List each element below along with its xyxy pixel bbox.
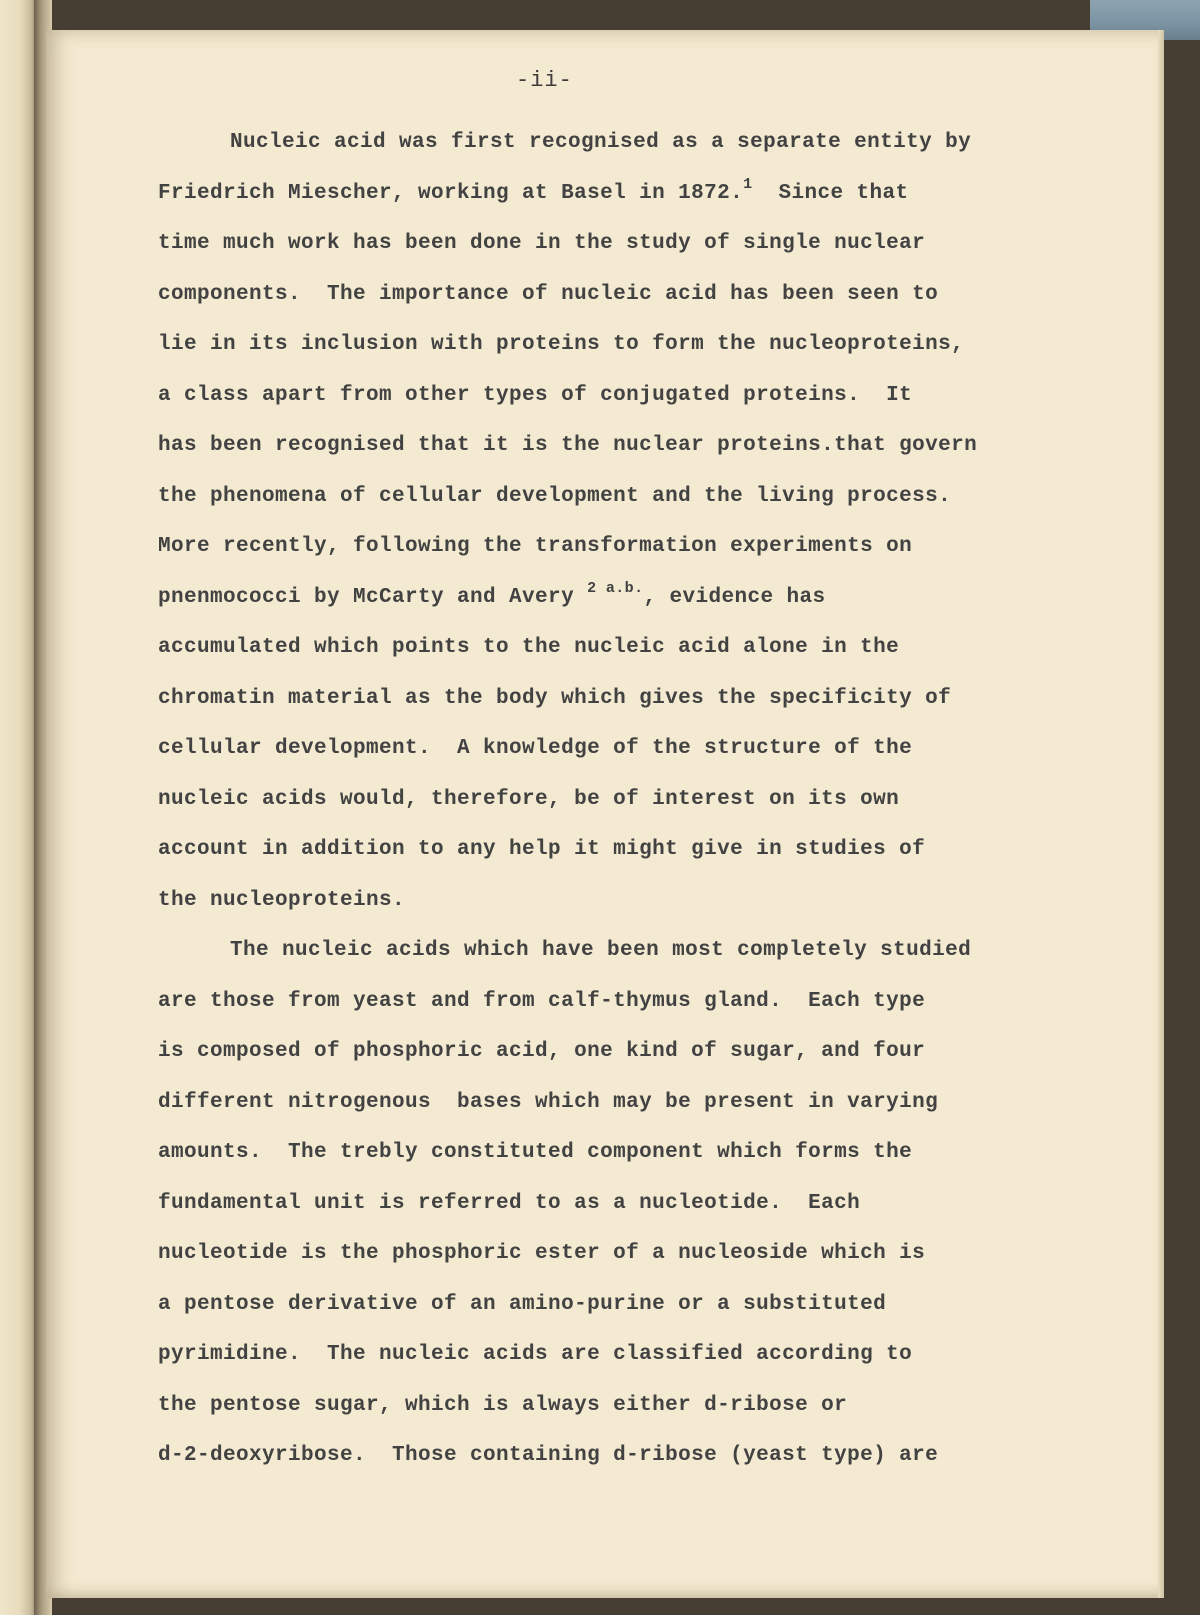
text-line-content: is composed of phosphoric acid, one kind of sugar, and four [158, 1040, 926, 1063]
text-line-content: different nitrogenous bases which may be present in varying [158, 1090, 939, 1114]
text-line-continuation: , evidence has [643, 585, 826, 609]
reference-superscript: 1 [743, 175, 753, 193]
text-line-content: cellular development. A knowledge of the structure of the [158, 737, 913, 760]
text-line-continuation: Since that [752, 181, 909, 205]
text-line-content: the phenomena of cellular development and the living process. [158, 484, 952, 508]
text-line [158, 876, 1158, 927]
page-right-edge [1158, 30, 1164, 1598]
text-line-content: the nucleoproteins. [158, 888, 406, 912]
text-line-content: components. The importance of nucleic acid has been seen to [158, 282, 939, 306]
text-line [158, 724, 1158, 775]
text-line-content: The nucleic acids which have been most completely studied [230, 939, 972, 962]
text-line-content: amounts. The trebly constituted component which forms the [158, 1141, 913, 1164]
text-line [158, 1229, 1158, 1280]
text-line [158, 371, 1158, 422]
text-line [158, 926, 1158, 977]
text-line [158, 522, 1158, 573]
text-line [158, 472, 1158, 523]
text-line [158, 1179, 1158, 1230]
text-line-content: Friedrich Miescher, working at Basel in 1872. [158, 181, 744, 205]
text-line [158, 775, 1158, 826]
text-line-content: d-2-deoxyribose. Those containing d-ribose (yeast type) are [158, 1444, 939, 1467]
text-line [158, 1431, 1158, 1482]
text-line [158, 825, 1158, 876]
text-line-content: pnenmococci by McCarty and Avery [158, 585, 588, 609]
text-line [158, 118, 1158, 169]
text-line-content: nucleotide is the phosphoric ester of a nucleoside which is [158, 1242, 926, 1265]
text-line [158, 1330, 1158, 1381]
text-line [158, 169, 1158, 220]
text-line [158, 421, 1158, 472]
text-line-content: chromatin material as the body which gives the specificity of [158, 686, 952, 710]
text-line [158, 219, 1158, 270]
text-line-content: the pentose sugar, which is always either d-ribose or [158, 1393, 848, 1417]
text-line [158, 1078, 1158, 1129]
text-line [158, 1381, 1158, 1432]
text-line [158, 674, 1158, 725]
text-line-content: accumulated which points to the nucleic acid alone in the [158, 636, 900, 659]
text-line [158, 1027, 1158, 1078]
text-line-content: are those from yeast and from calf-thymus gland. Each type [158, 989, 926, 1013]
text-line [158, 573, 1158, 624]
text-line-content: a class apart from other types of conjugated proteins. It [158, 383, 913, 407]
page-body-text [158, 118, 1158, 1482]
text-line-content: fundamental unit is referred to as a nucleotide. Each [158, 1191, 861, 1215]
typed-page [46, 30, 1164, 1598]
text-line-content: More recently, following the transformation experiments on [158, 535, 913, 558]
text-line-content: time much work has been done in the study of single nuclear [158, 232, 926, 255]
text-line-content: account in addition to any help it might give in studies of [158, 838, 926, 861]
text-line-content: Nucleic acid was first recognised as a separate entity by [230, 131, 972, 154]
text-line-content: a pentose derivative of an amino-purine or a substituted [158, 1292, 887, 1316]
page-number: -ii- [516, 68, 573, 93]
reference-superscript: 2 a.b. [587, 579, 644, 597]
facing-page-edge [0, 0, 36, 1615]
text-line-content: lie in its inclusion with proteins to form the nucleoproteins, [158, 333, 965, 356]
text-line-content: pyrimidine. The nucleic acids are classified according to [158, 1343, 913, 1366]
text-line [158, 1128, 1158, 1179]
text-line [158, 977, 1158, 1028]
text-line [158, 623, 1158, 674]
text-line [158, 320, 1158, 371]
text-line-content: nucleic acids would, therefore, be of interest on its own [158, 787, 900, 811]
text-line [158, 270, 1158, 321]
text-line [158, 1280, 1158, 1331]
text-line-content: has been recognised that it is the nuclear proteins.that govern [158, 434, 978, 457]
